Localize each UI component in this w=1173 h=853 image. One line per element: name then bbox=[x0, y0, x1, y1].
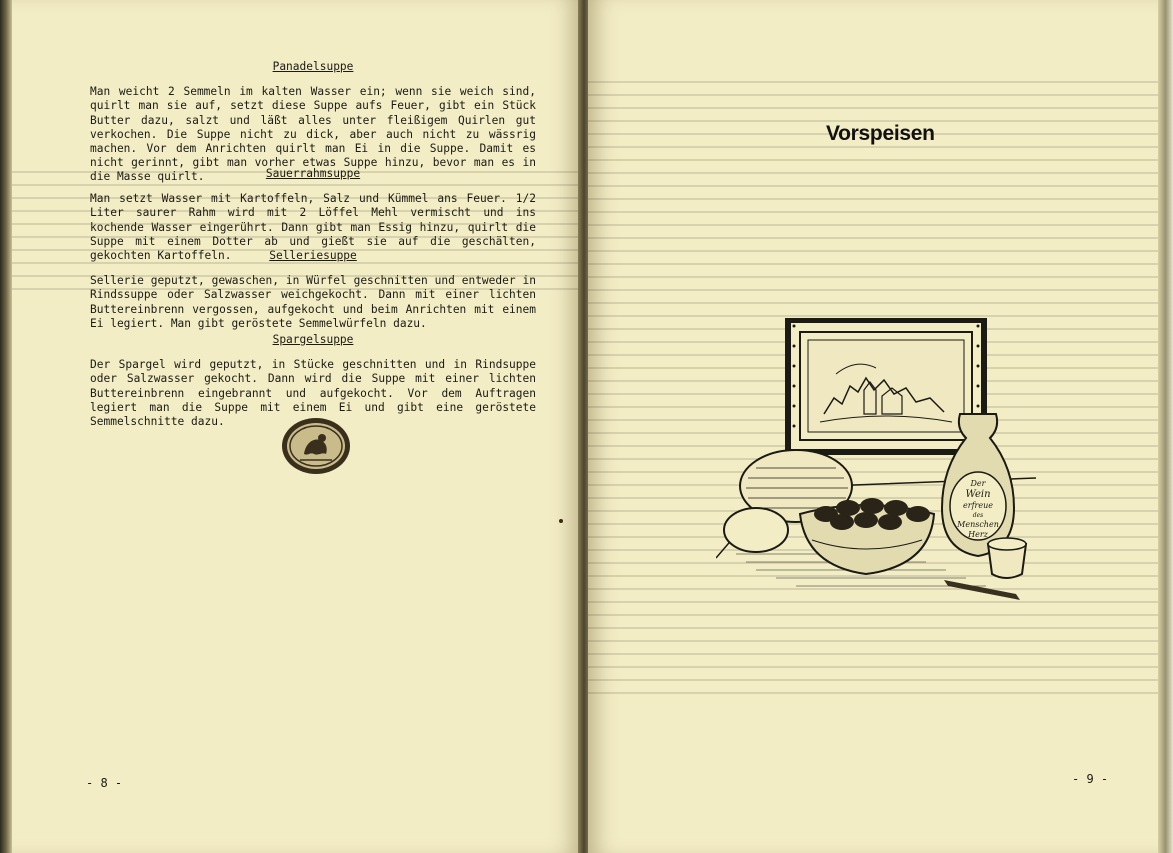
recipe-text: Man weicht 2 Semmeln im kalten Wasser ein; wenn sie weich sind, quirlt man sie auf, setzt diese Suppe aufs Feuer, gibt ein Stück Butter dazu, salzt und läßt alles unter fleißigem Quirlen gut verkochen. Die Suppe nicht zu dick, aber auch nicht zu wässrig machen. Vor dem Anrichten quirlt man Ei in die Suppe. Damit es nicht gerinnt, gibt man vorher etwas Suppe hinzu, bevor man es in die Masse quirlt. bbox=[90, 85, 536, 184]
jug-label-line: Menschen bbox=[957, 520, 999, 529]
book-edge-right bbox=[1158, 0, 1173, 853]
recipe-text: Man setzt Wasser mit Kartoffeln, Salz und Kümmel ans Feuer. 1/2 Liter saurer Rahm wird mit 2 Löffel Mehl vermischt und ins kochende Wasser eingerührt. Dann gibt man Essig hinzu, quirlt die Suppe mit einem Dotter ab und gießt sie auf die geschälten, gekochten Kartoffeln. bbox=[90, 192, 536, 263]
page-number: - 9 - bbox=[1072, 772, 1109, 786]
section-title: Vorspeisen bbox=[826, 122, 935, 145]
jug-label-line: erfreue bbox=[963, 501, 993, 510]
seal-stamp-icon bbox=[280, 416, 352, 476]
recipe-title: Spargelsuppe bbox=[272, 333, 354, 346]
recipe-text: Der Spargel wird geputzt, in Stücke geschnitten und in Rindsuppe oder Salzwasser gekocht. Dann wird die Suppe mit einer lichten Buttereinbrenn eingebrannt und aufgekocht. Vor dem Auftragen legiert man die Suppe mit einem Ei und gibt eine geröstete Semmelschnitte dazu. bbox=[90, 358, 536, 429]
recipe-selleriesuppe bbox=[90, 249, 536, 331]
recipe-text: Sellerie geputzt, gewaschen, in Würfel geschnitten und entweder in Rindssuppe oder Salzwasser weichgekocht. Dann mit einer lichten Buttereinbrenn vergossen, aufgekocht und beim Anrichten mit einem Ei legiert. Man gibt geröstete Semmelwürfeln dazu. bbox=[90, 274, 536, 330]
left-page bbox=[12, 0, 580, 853]
page-number: - 8 - bbox=[86, 776, 123, 790]
jug-label-line: Der bbox=[970, 479, 986, 488]
recipe-title: Sauerrahmsuppe bbox=[265, 167, 361, 180]
recipe-panadelsuppe bbox=[90, 60, 536, 185]
jug-label-line: des bbox=[972, 512, 984, 519]
ink-speck bbox=[559, 519, 563, 523]
book-edge-left bbox=[0, 0, 12, 853]
jug-label-line: Wein bbox=[965, 489, 991, 500]
still-life-illustration bbox=[716, 318, 1036, 608]
recipe-spargelsuppe bbox=[90, 333, 536, 429]
jug-label-line: Herz bbox=[968, 530, 988, 539]
recipe-title: Selleriesuppe bbox=[269, 249, 357, 262]
recipe-title: Panadelsuppe bbox=[272, 60, 354, 73]
